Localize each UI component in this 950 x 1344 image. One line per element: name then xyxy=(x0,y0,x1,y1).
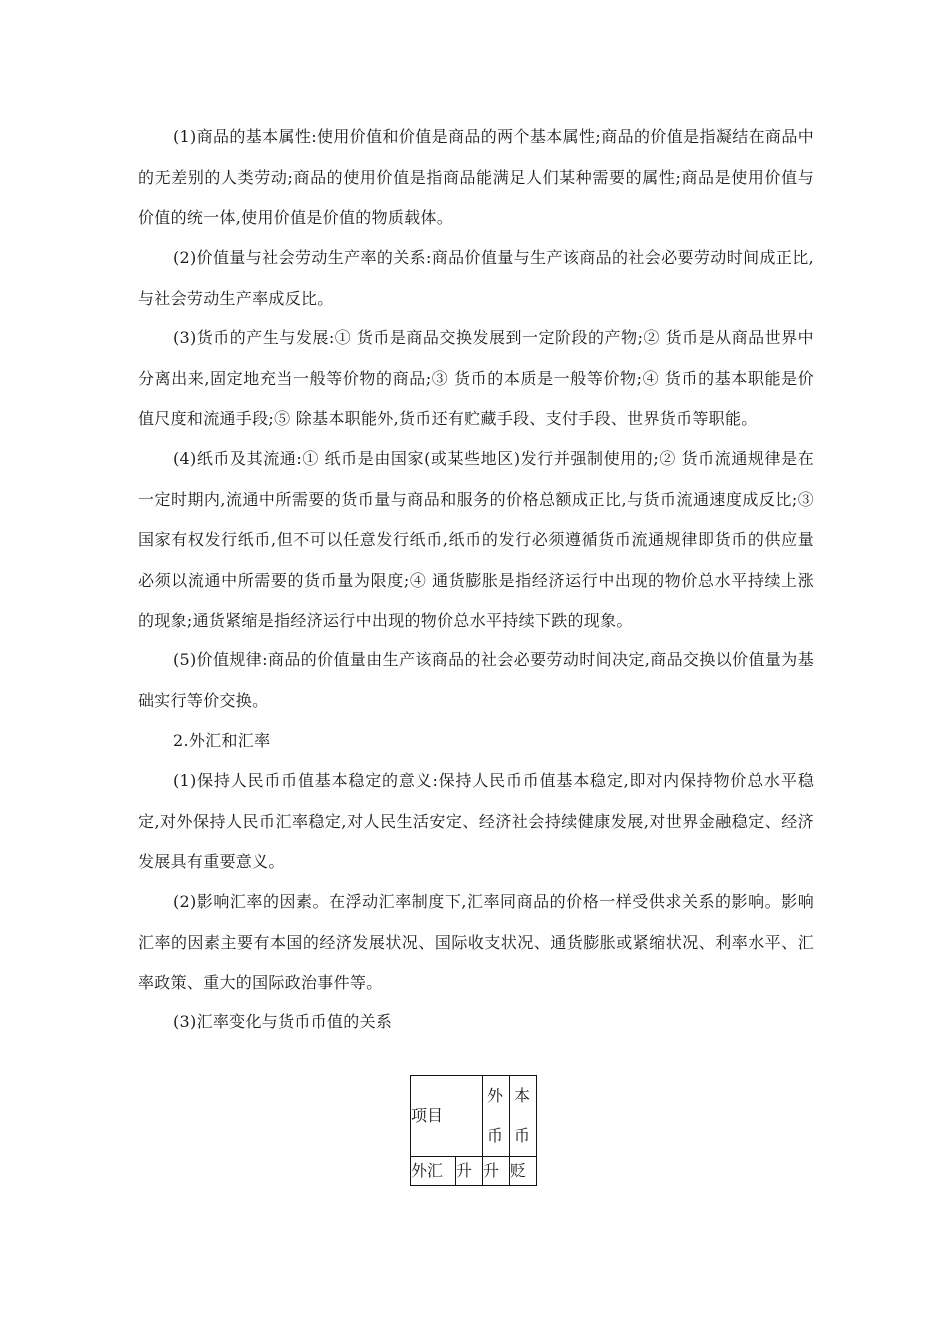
paragraph-rmb-stability: (1)保持人民币币值基本稳定的意义:保持人民币币值基本稳定,即对内保持物价总水平稳定,对外保持人民币汇率稳定,对人民生活安定、经济社会持续健康发展,对世界金融稳定、经济发展具有重要意义。 xyxy=(138,771,814,871)
paragraph-value-productivity: (2)价值量与社会劳动生产率的关系:商品价值量与生产该商品的社会必要劳动时间成正比,与社会劳动生产率成反比。 xyxy=(138,248,814,308)
paragraph-currency-origin: (3)货币的产生与发展:① 货币是商品交换发展到一定阶段的产物;② 货币是从商品世界中分离出来,固定地充当一般等价物的商品;③ 货币的本质是一般等价物;④ 货币的基本职能是价值尺度和流通手段;⑤ 除基本职能外,货币还有贮藏手段、支付手段、世界货币等职能。 xyxy=(138,328,814,428)
exchange-rate-table xyxy=(410,1075,537,1186)
table-cell-local xyxy=(510,1076,537,1157)
paragraph-paper-money: (4)纸币及其流通:① 纸币是由国家(或某些地区)发行并强制使用的;② 货币流通规律是在一定时期内,流通中所需要的货币量与商品和服务的价格总额成正比,与货币流通速度成反比;③ 国家有权发行纸币,但不可以任意发行纸币,纸币的发行必须遵循货币流通规律即货币的供应量必须以流通中所需要的货币量为限度;④ 通货膨胀是指经济运行中出现的物价总水平持续上涨的现象;通货紧缩是指经济运行中出现的物价总水平持续下跌的现象。 xyxy=(138,449,814,630)
table-cell-item xyxy=(411,1076,483,1157)
table-header-row xyxy=(411,1076,537,1157)
cell-text: 项目 xyxy=(411,1106,444,1125)
paragraph-commodity-attributes: (1)商品的基本属性:使用价值和价值是商品的两个基本属性;商品的价值是指凝结在商品中的无差别的人类劳动;商品的使用价值是指商品能满足人们某种需要的属性;商品是使用价值与价值的统一体,使用价值是价值的物质载体。 xyxy=(138,127,814,227)
cell-text: 外币 xyxy=(487,1086,504,1145)
table-cell: 贬 xyxy=(510,1157,537,1186)
table-row xyxy=(411,1157,537,1186)
table-cell: 外汇 xyxy=(411,1157,456,1186)
table-cell: 升 xyxy=(483,1157,510,1186)
table-cell-foreign xyxy=(483,1076,510,1157)
cell-text: 本币 xyxy=(514,1086,531,1145)
section-heading-forex: 2.外汇和汇率 xyxy=(173,731,271,750)
paragraph-rate-currency-relation: (3)汇率变化与货币币值的关系 xyxy=(173,1012,393,1031)
paragraph-law-of-value: (5)价值规律:商品的价值量由生产该商品的社会必要劳动时间决定,商品交换以价值量为基础实行等价交换。 xyxy=(138,650,814,710)
table-cell: 升 xyxy=(456,1157,483,1186)
paragraph-exchange-factors: (2)影响汇率的因素。在浮动汇率制度下,汇率同商品的价格一样受供求关系的影响。影响汇率的因素主要有本国的经济发展状况、国际收支状况、通货膨胀或紧缩状况、利率水平、汇率政策、重大的国际政治事件等。 xyxy=(138,892,814,992)
